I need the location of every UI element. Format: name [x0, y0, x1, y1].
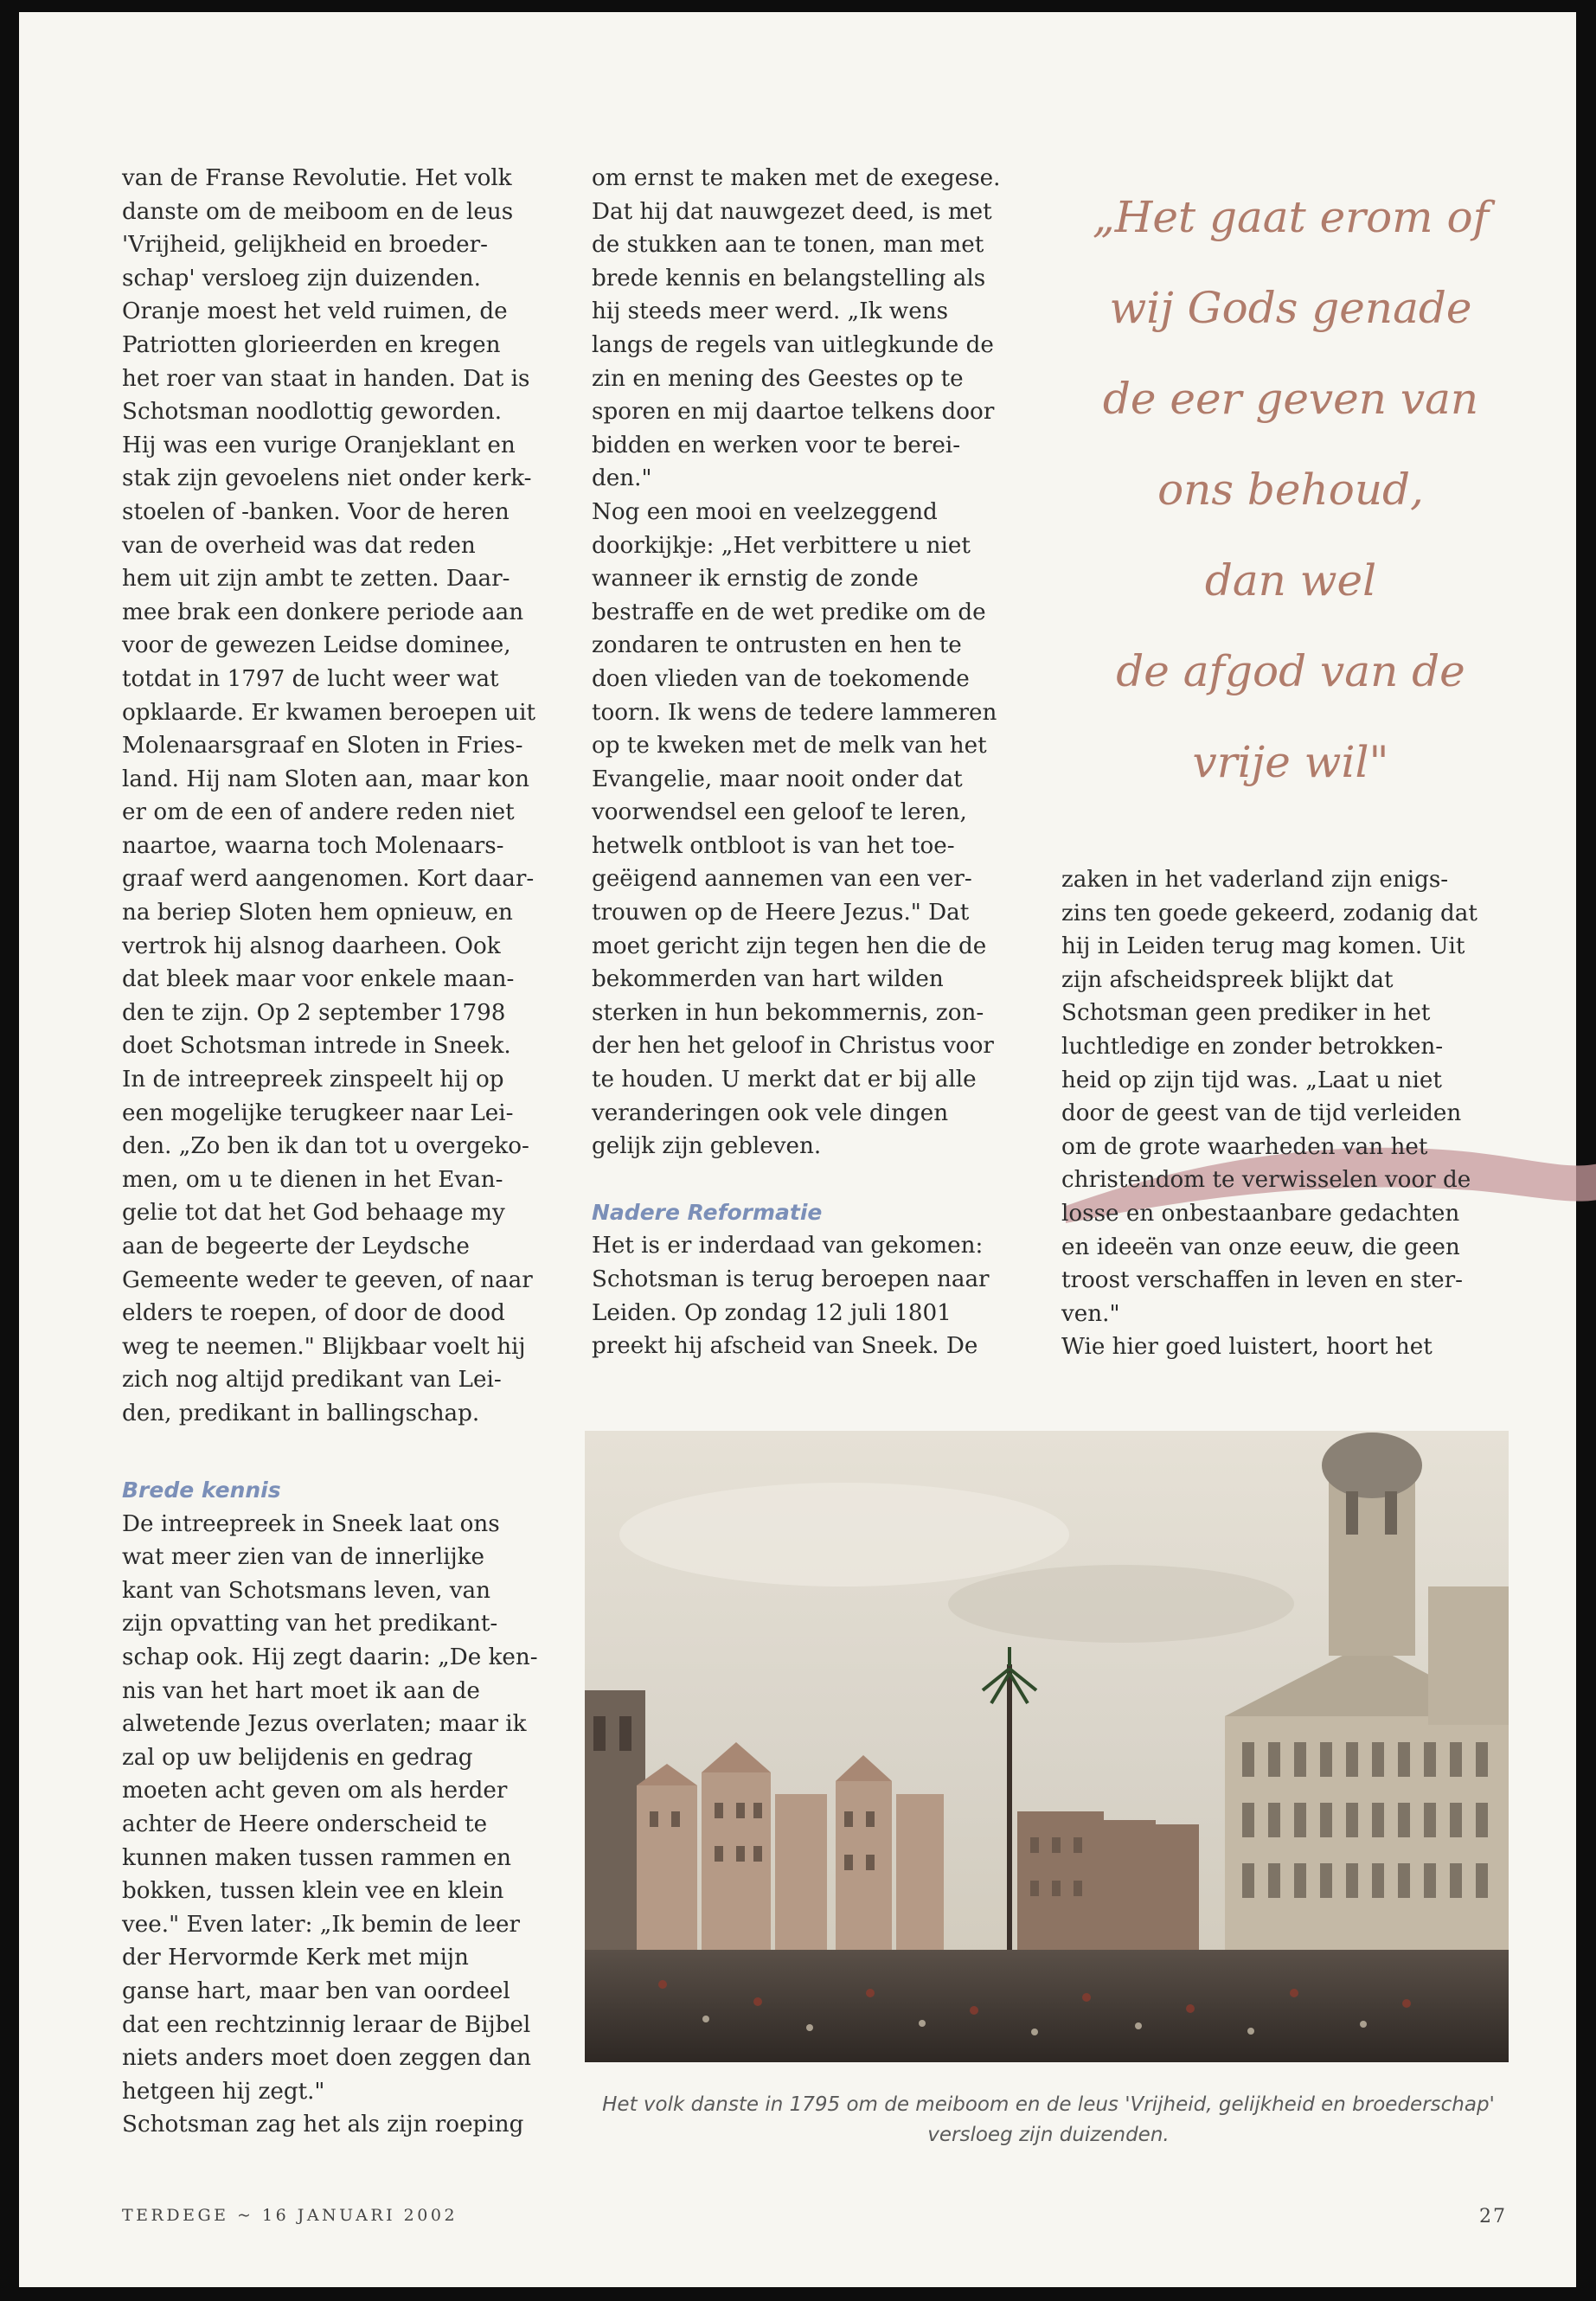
body-line: dat bleek maar voor enkele maan- [122, 966, 515, 993]
pull-quote-line: ons behoud, [1157, 465, 1424, 515]
body-line: christendom te verwisselen voor de [1061, 1167, 1471, 1194]
body-line: om ernst te maken met de exegese. [592, 165, 1001, 191]
body-line: gelie tot dat het God behaage my [122, 1200, 505, 1227]
body-line: Hij was een vurige Oranjeklant en [122, 432, 516, 458]
body-line: Gemeente weder te geeven, of naar [122, 1266, 533, 1293]
body-line: zijn opvatting van het predikant- [122, 1611, 498, 1638]
body-line: te houden. U merkt dat er bij alle [592, 1067, 977, 1093]
body-line: hij in Leiden terug mag komen. Uit [1061, 933, 1465, 960]
body-line: bekommerden van hart wilden [592, 966, 944, 993]
body-line: van de Franse Revolutie. Het volk [122, 165, 512, 191]
pull-quote-line: wij Gods genade [1109, 283, 1472, 333]
body-line: wat meer zien van de innerlijke [122, 1544, 484, 1571]
pull-quote [1040, 172, 1542, 808]
body-line: kunnen maken tussen rammen en [122, 1844, 511, 1871]
body-line: bokken, tussen klein vee en klein [122, 1878, 504, 1905]
body-line: hij steeds meer werd. „Ik wens [592, 298, 949, 325]
body-line: Schotsman is terug beroepen naar [592, 1266, 990, 1292]
body-line: Schotsman noodlottig geworden. [122, 399, 503, 426]
body-line: Molenaarsgraaf en Sloten in Fries- [122, 733, 523, 760]
body-line: kant van Schotsmans leven, van [122, 1577, 491, 1604]
body-line: bidden en werken voor te berei- [592, 432, 961, 458]
body-line: doet Schotsman intrede in Sneek. [122, 1033, 511, 1060]
figure-caption [573, 2090, 1524, 2150]
body-line: In de intreepreek zinspeelt hij op [122, 1067, 504, 1093]
body-line: Schotsman geen prediker in het [1061, 1000, 1431, 1027]
body-line: de stukken aan te tonen, man met [592, 232, 984, 259]
body-line: langs de regels van uitlegkunde de [592, 331, 994, 358]
historical-painting [585, 1431, 1509, 2062]
body-line: preekt hij afscheid van Sneek. De [592, 1333, 978, 1360]
body-line: elders te roepen, of door de dood [122, 1300, 505, 1327]
footer-page-number: 27 [1479, 2206, 1507, 2227]
body-line: veranderingen ook vele dingen [592, 1099, 949, 1126]
body-line: bestraffe en de wet predike om de [592, 599, 986, 625]
body-line: 'Vrijheid, gelijkheid en broeder- [122, 232, 488, 259]
body-line: Wie hier goed luistert, hoort het [1061, 1334, 1433, 1361]
body-line: zich nog altijd predikant van Lei- [122, 1367, 502, 1394]
body-line: sterken in hun bekommernis, zon- [592, 999, 984, 1026]
body-line: Nog een mooi en veelzeggend [592, 498, 938, 525]
body-line: doorkijkje: „Het verbittere u niet [592, 532, 971, 559]
body-line: schap ook. Hij zegt daarin: „De ken- [122, 1644, 538, 1670]
body-line: hetgeen hij zegt." [122, 2078, 325, 2105]
body-line: op te kweken met de melk van het [592, 733, 987, 760]
column-1-continued [122, 1474, 572, 2142]
body-line: achter de Heere onderscheid te [122, 1811, 488, 1837]
body-line: zaken in het vaderland zijn enigs- [1061, 867, 1449, 893]
body-line: door de geest van de tijd verleiden [1061, 1100, 1462, 1127]
body-line: van de overheid was dat reden [122, 532, 476, 559]
body-line: voorwendsel een geloof te leren, [592, 799, 967, 826]
footer-publication: TERDEGE ~ 16 JANUARI 2002 [122, 2206, 458, 2225]
body-line: hem uit zijn ambt te zetten. Daar- [122, 566, 510, 593]
body-line: Schotsman zag het als zijn roeping [122, 2112, 524, 2138]
body-line: geëigend aannemen van een ver- [592, 866, 972, 893]
body-line: danste om de meiboom en de leus [122, 198, 514, 225]
body-line: stak zijn gevoelens niet onder kerk- [122, 465, 532, 492]
pull-quote-line: dan wel [1204, 555, 1377, 606]
painting-dam-square [585, 1431, 1509, 2062]
body-line: zondaren te ontrusten en hen te [592, 632, 962, 659]
body-line: na beriep Sloten hem opnieuw, en [122, 900, 513, 926]
body-line: hetwelk ontbloot is van het toe- [592, 832, 955, 859]
column-2 [592, 162, 1042, 1363]
body-line: Evangelie, maar nooit onder dat [592, 766, 963, 792]
body-line: zal op uw belijdenis en gedrag [122, 1744, 473, 1771]
subheading-brede-kennis: Brede kennis [122, 1477, 281, 1503]
body-line: om de grote waarheden van het [1061, 1133, 1428, 1160]
body-line: den, predikant in ballingschap. [122, 1400, 480, 1426]
body-line: dat een rechtzinnig leraar de Bijbel [122, 2011, 531, 2038]
body-line: nis van het hart moet ik aan de [122, 1677, 480, 1704]
body-line: weg te neemen." Blijkbaar voelt hij [122, 1333, 526, 1360]
body-line: niets anders moet doen zeggen dan [122, 2045, 531, 2072]
body-line: een mogelijke terugkeer naar Lei- [122, 1099, 514, 1126]
body-line: Leiden. Op zondag 12 juli 1801 [592, 1299, 952, 1326]
body-line: zijn afscheidspreek blijkt dat [1061, 966, 1394, 993]
pull-quote-line: vrije wil" [1192, 737, 1389, 787]
body-line: gelijk zijn gebleven. [592, 1133, 822, 1160]
column-3 [1061, 863, 1511, 1364]
caption-line: Het volk danste in 1795 om de meiboom en de leus 'Vrijheid, gelijkheid en broederschap' [602, 2093, 1495, 2116]
paragraph-gap [592, 1163, 1042, 1196]
body-line: Dat hij dat nauwgezet deed, is met [592, 198, 992, 225]
body-line: De intreepreek in Sneek laat ons [122, 1510, 500, 1537]
body-line: stoelen of -banken. Voor de heren [122, 498, 510, 525]
body-line: trouwen op de Heere Jezus." Dat [592, 900, 970, 926]
body-line: totdat in 1797 de lucht weer wat [122, 665, 499, 692]
body-line: Het is er inderdaad van gekomen: [592, 1233, 984, 1259]
body-line: troost verschaffen in leven en ster- [1061, 1267, 1463, 1294]
body-line: aan de begeerte der Leydsche [122, 1234, 470, 1259]
body-line: den. „Zo ben ik dan tot u overgeko- [122, 1133, 529, 1160]
body-line: luchtledige en zonder betrokken- [1061, 1033, 1444, 1060]
body-line: vee." Even later: „Ik bemin de leer [122, 1911, 520, 1938]
body-line: graaf werd aangenomen. Kort daar- [122, 866, 535, 893]
caption-line: versloeg zijn duizenden. [927, 2124, 1170, 2146]
body-line: voor de gewezen Leidse dominee, [122, 632, 511, 659]
body-line: er om de een of andere reden niet [122, 799, 515, 826]
body-line: toorn. Ik wens de tedere lammeren [592, 699, 997, 726]
body-line: losse en onbestaanbare gedachten [1061, 1200, 1460, 1227]
body-line: opklaarde. Er kwamen beroepen uit [122, 699, 536, 726]
body-line: wanneer ik ernstig de zonde [592, 566, 919, 593]
body-line: den te zijn. Op 2 september 1798 [122, 999, 506, 1026]
body-line: Oranje moest het veld ruimen, de [122, 298, 508, 325]
body-line: land. Hij nam Sloten aan, maar kon [122, 766, 529, 792]
body-line: alwetende Jezus overlaten; maar ik [122, 1711, 527, 1738]
body-line: sporen en mij daartoe telkens door [592, 399, 995, 426]
body-line: moeten acht geven om als herder [122, 1778, 508, 1804]
pull-quote-line: de eer geven van [1102, 374, 1479, 424]
body-line: ven." [1061, 1300, 1120, 1327]
body-line: brede kennis en belangstelling als [592, 265, 986, 292]
column-1 [122, 162, 572, 1431]
body-line: het roer van staat in handen. Dat is [122, 365, 530, 392]
body-line: schap' versloeg zijn duizenden. [122, 265, 481, 292]
body-line: mee brak een donkere periode aan [122, 599, 524, 625]
body-line: der hen het geloof in Christus voor [592, 1033, 994, 1060]
body-line: zin en mening des Geestes op te [592, 365, 964, 392]
body-line: ganse hart, maar ben van oordeel [122, 1977, 510, 2004]
body-line: naartoe, waarna toch Molenaars- [122, 832, 504, 859]
body-line: Patriotten glorieerden en kregen [122, 331, 501, 358]
magazine-page [19, 12, 1576, 2287]
body-line: den." [592, 465, 652, 492]
pull-quote-line: „Het gaat erom of [1092, 192, 1490, 242]
body-line: men, om u te dienen in het Evan- [122, 1166, 503, 1193]
body-line: vertrok hij alsnog daarheen. Ook [122, 933, 501, 959]
body-line: heid op zijn tijd was. „Laat u niet [1061, 1067, 1442, 1093]
body-line: en ideeën van onze eeuw, die geen [1061, 1234, 1460, 1260]
subheading-nadere-reformatie: Nadere Reformatie [592, 1199, 823, 1225]
body-line: doen vlieden van de toekomende [592, 665, 970, 692]
body-line: der Hervormde Kerk met mijn [122, 1945, 469, 1971]
body-line: moet gericht zijn tegen hen die de [592, 933, 987, 959]
pull-quote-line: de afgod van de [1116, 646, 1465, 696]
body-line: zins ten goede gekeerd, zodanig dat [1061, 900, 1477, 926]
